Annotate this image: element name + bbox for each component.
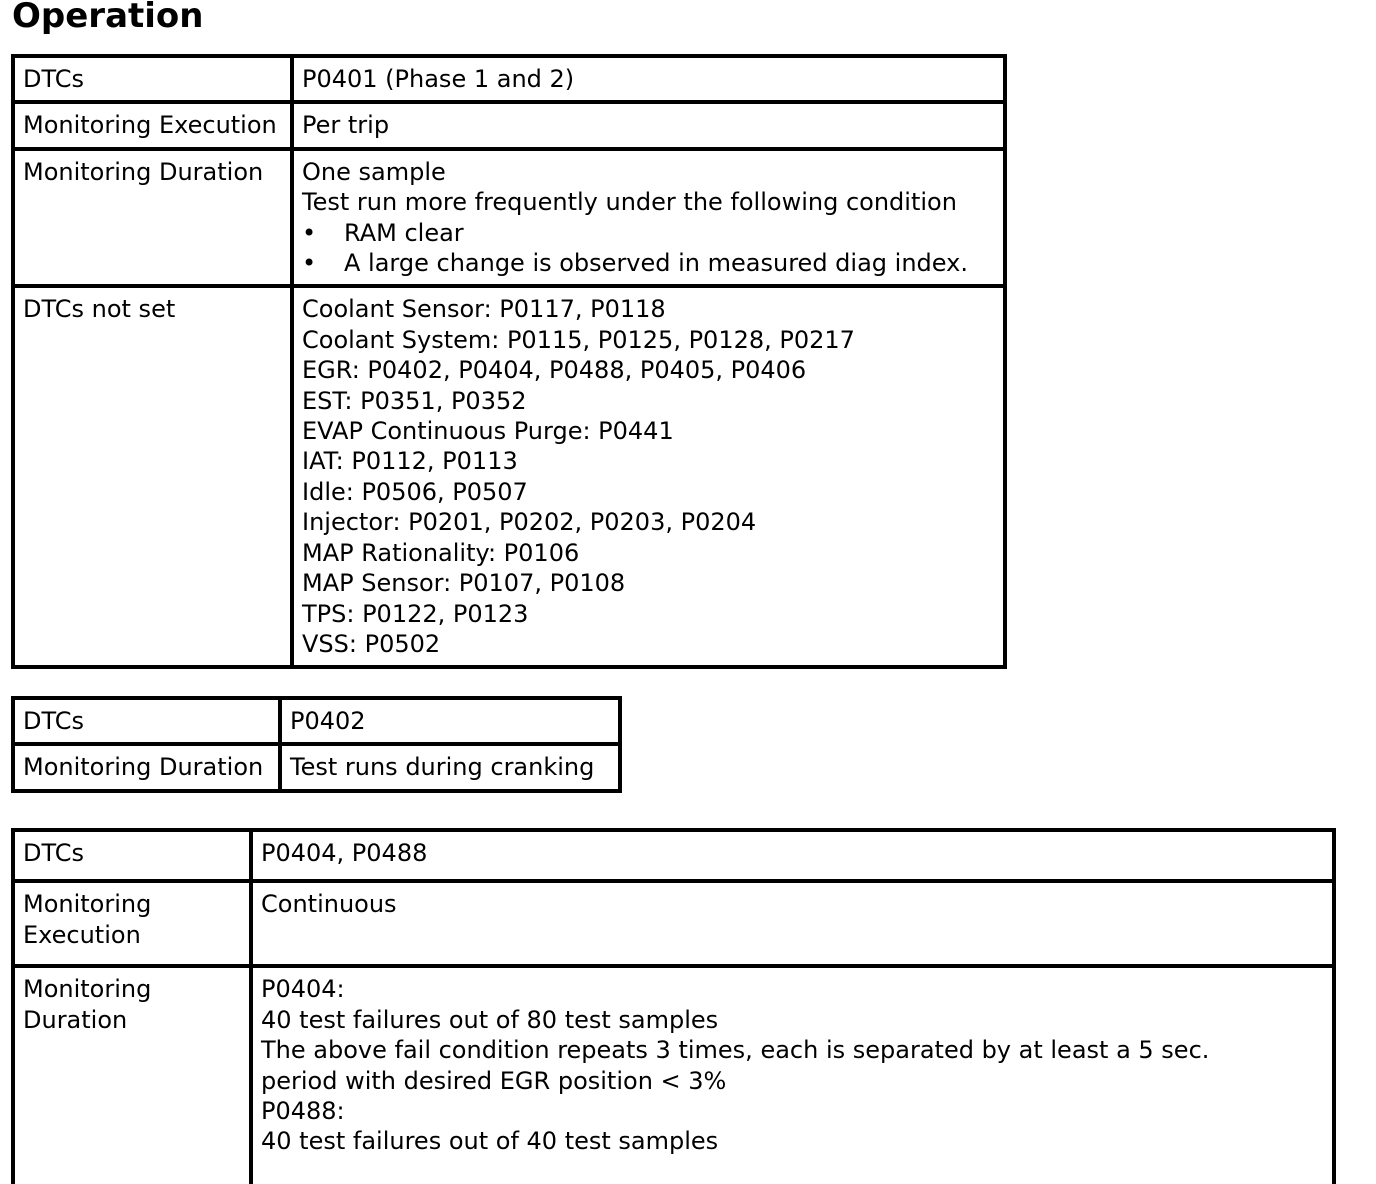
operation-table-p0404-p0488	[11, 828, 1336, 1184]
row-label: Monitoring Duration	[13, 966, 251, 1184]
dtc-line: MAP Rationality: P0106	[302, 538, 580, 567]
dtc-line: VSS: P0502	[302, 629, 441, 658]
row-label: Monitoring Duration	[13, 744, 280, 790]
bullet-icon: •	[302, 218, 317, 247]
row-label: Monitoring Execution	[13, 881, 251, 966]
dtc-line: TPS: P0122, P0123	[302, 599, 529, 628]
row-value: P0401 (Phase 1 and 2)	[292, 56, 1005, 102]
table-row	[13, 966, 1334, 1184]
duration-line: P0404:	[261, 975, 345, 1004]
dtc-line: IAT: P0112, P0113	[302, 447, 518, 476]
table-row	[13, 881, 1334, 966]
row-value	[292, 149, 1005, 287]
duration-line: 40 test failures out of 80 test samples	[261, 1005, 719, 1034]
dtc-line: EGR: P0402, P0404, P0488, P0405, P0406	[302, 356, 807, 385]
row-value: Per trip	[292, 102, 1005, 148]
row-label: DTCs	[13, 698, 280, 744]
page-title: Operation	[12, 0, 204, 36]
duration-line: period with desired EGR position < 3%	[261, 1066, 727, 1095]
row-value: P0402	[280, 698, 620, 744]
dtc-line: Injector: P0201, P0202, P0203, P0204	[302, 508, 757, 537]
table-row	[13, 830, 1334, 881]
dtc-line: EVAP Continuous Purge: P0441	[302, 417, 674, 446]
operation-table-p0401	[11, 54, 1007, 669]
table-row	[13, 149, 1005, 287]
duration-line: One sample	[302, 157, 446, 186]
dtc-line: Coolant System: P0115, P0125, P0128, P0217	[302, 325, 855, 354]
duration-line: Test run more frequently under the following condition	[302, 188, 957, 217]
row-value	[292, 286, 1005, 667]
table-row	[13, 286, 1005, 667]
bullet-text: RAM clear	[344, 218, 464, 247]
duration-line: 40 test failures out of 40 test samples	[261, 1127, 719, 1156]
table-row	[13, 698, 620, 744]
row-value: P0404, P0488	[251, 830, 1334, 881]
bullet-icon: •	[302, 249, 317, 278]
dtc-line: Coolant Sensor: P0117, P0118	[302, 295, 666, 324]
row-value	[251, 966, 1334, 1184]
bullet-text: A large change is observed in measured diag index.	[344, 249, 968, 278]
dtc-line: Idle: P0506, P0507	[302, 477, 528, 506]
row-label: DTCs not set	[13, 286, 292, 667]
duration-line: The above fail condition repeats 3 times, each is separated by at least a 5 sec.	[261, 1036, 1210, 1065]
table-row	[13, 744, 620, 790]
table-row	[13, 102, 1005, 148]
table-row	[13, 56, 1005, 102]
bullet-item	[302, 218, 995, 248]
operation-table-p0402	[11, 696, 622, 793]
row-value: Continuous	[251, 881, 1334, 966]
dtc-line: EST: P0351, P0352	[302, 386, 527, 415]
row-label: Monitoring Duration	[13, 149, 292, 287]
row-value: Test runs during cranking	[280, 744, 620, 790]
row-label: DTCs	[13, 830, 251, 881]
row-label: DTCs	[13, 56, 292, 102]
row-label: Monitoring Execution	[13, 102, 292, 148]
dtc-line: MAP Sensor: P0107, P0108	[302, 569, 626, 598]
bullet-item	[302, 248, 995, 278]
duration-line: P0488:	[261, 1097, 345, 1126]
